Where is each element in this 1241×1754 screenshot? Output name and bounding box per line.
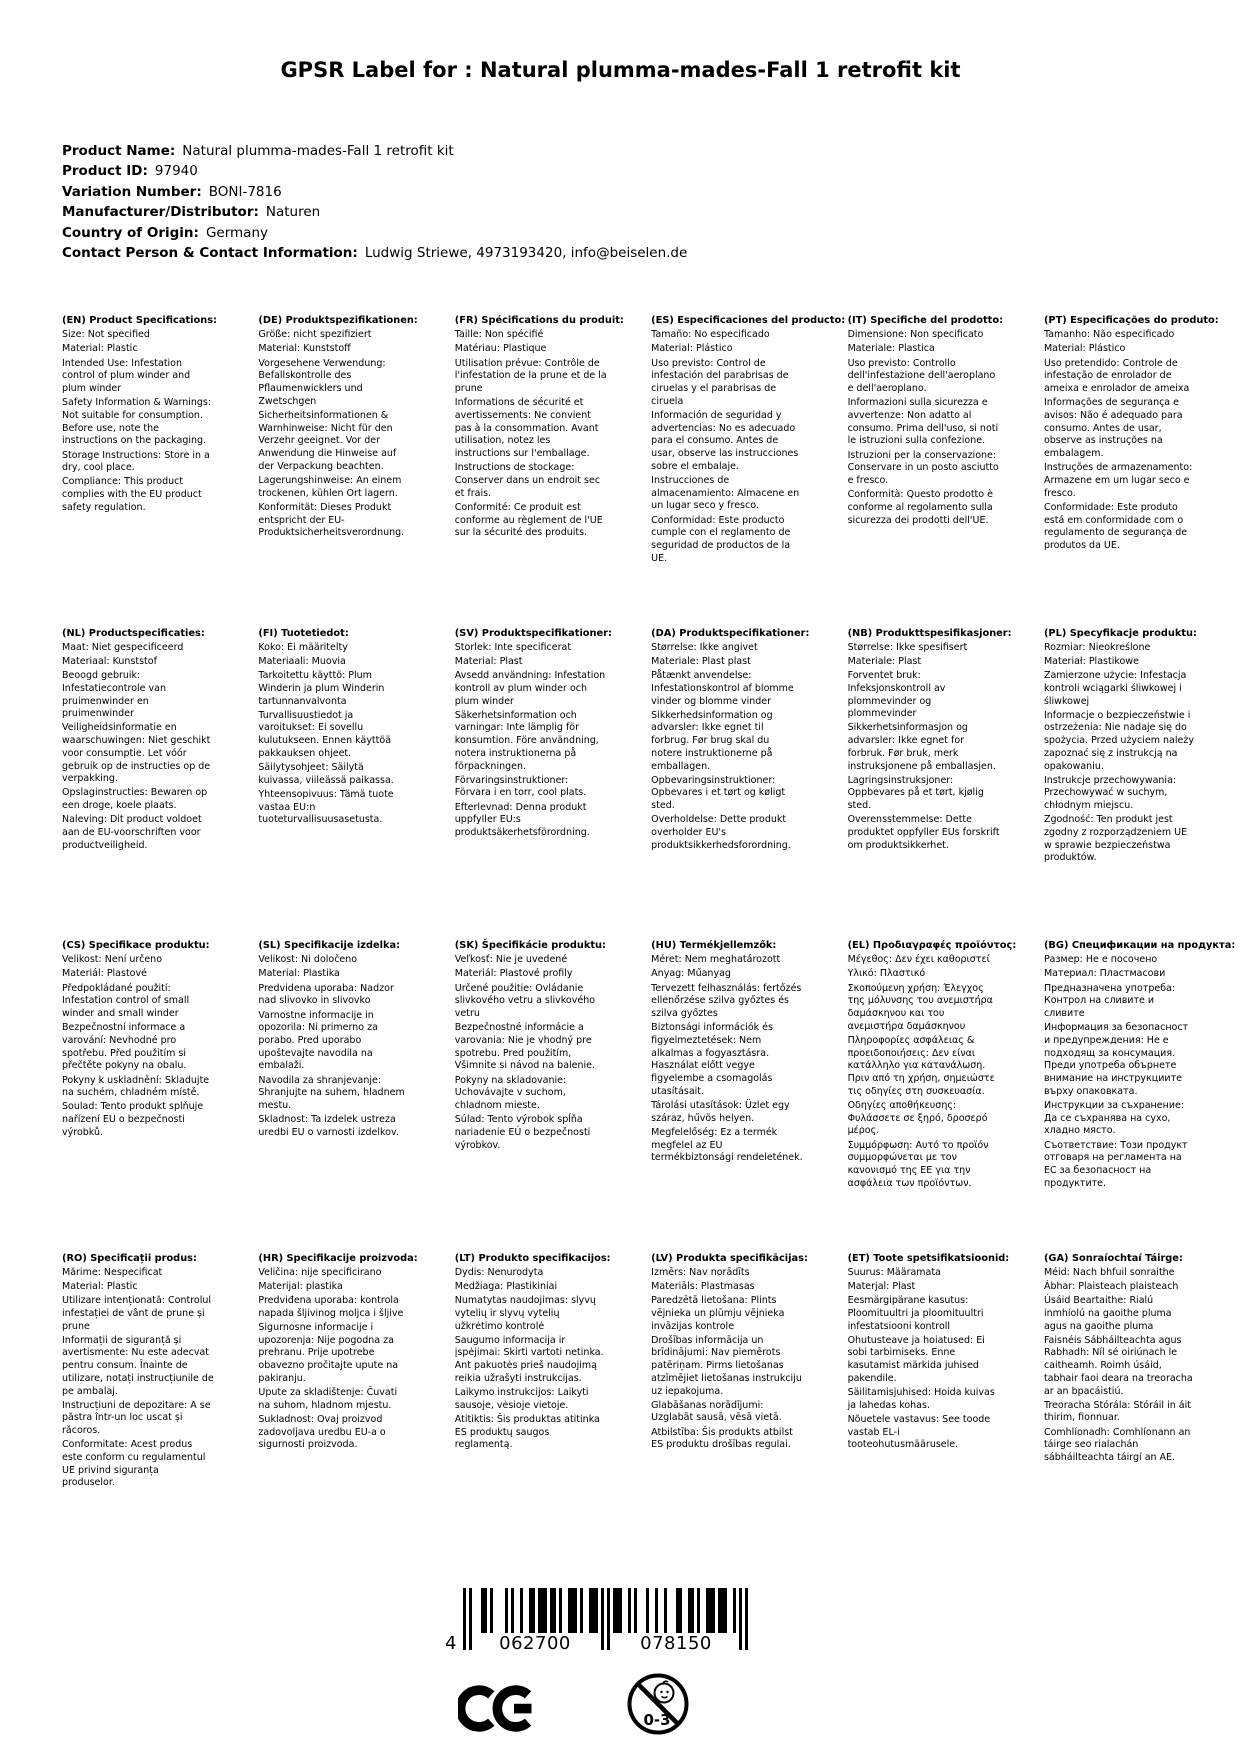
block-paragraph: Tamanho: Não especificado xyxy=(1043,329,1175,341)
block-paragraph: Størrelse: Ikke spesifisert xyxy=(847,641,968,653)
block-paragraph: Efterlevnad: Denna produkt uppfyller EU:s produktsäkerhetsförordning. xyxy=(454,801,590,839)
block-paragraph: Izmērs: Nav norādīts xyxy=(651,1266,750,1278)
block-paragraph: Størrelse: Ikke angivet xyxy=(651,641,758,653)
block-paragraph: Material: Plástico xyxy=(651,343,733,355)
block-paragraph: Material: Plastika xyxy=(258,968,340,980)
language-block-fi xyxy=(258,628,410,941)
block-heading: (CS) Specifikace produktu: xyxy=(62,940,210,951)
info-label: Product ID: xyxy=(62,163,148,180)
block-paragraph: Utilizare intenționată: Controlul infestației de vânt de prune și prune xyxy=(62,1295,212,1332)
language-block-el xyxy=(847,940,1017,1253)
block-paragraph: Pokyny k uskladnění: Skladujte na suchém, chladném místě. xyxy=(62,1074,210,1099)
block-heading: (ES) Especificaciones del producto: xyxy=(651,315,846,326)
block-paragraph: Matériau: Plastique xyxy=(454,343,547,355)
barcode-right-group: 078150 xyxy=(613,1633,739,1654)
block-paragraph: Предназначена употреба: Контрол на сливите и сливите xyxy=(1043,982,1176,1020)
block-paragraph: Uso previsto: Controllo dell'infestazione dell'aeroplano e dell'aeroplano. xyxy=(847,357,996,395)
block-paragraph: Instrucciones de almacenamiento: Almacene en un lugar seco y fresco. xyxy=(651,474,800,512)
language-block-cs xyxy=(62,940,214,1253)
block-paragraph: Materiale: Plast plast xyxy=(651,655,751,667)
info-row xyxy=(62,161,687,181)
language-blocks-grid xyxy=(62,315,1240,1565)
block-paragraph: Material: Kunststoff xyxy=(258,343,351,355)
block-paragraph: Overensstemmelse: Dette produktet oppfyller EUs forskrift om produktsikkerhet. xyxy=(847,814,1000,851)
block-heading: (LV) Produkta specifikācijas: xyxy=(651,1252,808,1264)
ean-barcode xyxy=(425,1588,755,1660)
block-paragraph: Lagerungshinweise: An einem trockenen, kühlen Ort lagern. xyxy=(258,474,402,499)
block-paragraph: Zgodność: Ten produkt jest zgodny z rozporządzeniem UE w sprawie bezpieczeństwa produktów. xyxy=(1043,814,1188,864)
block-paragraph: Faisnéis Sábháilteachta agus Rabhadh: Níl sé oiriúnach le caitheamh. Roimh úsáid, tabhair faoi deara na treoracha ar an bpacáistiú. xyxy=(1043,1334,1193,1397)
info-row xyxy=(62,141,687,161)
block-paragraph: Conformidad: Este producto cumple con el reglamento de seguridad de productos de la UE. xyxy=(651,514,791,564)
block-paragraph: Πληροφορίες ασφάλειας & προειδοποιήσεις: Δεν είναι κατάλληλο για κατανάλωση. Πριν από τη χρήση, σημειώστε τις οδηγίες στη συσκευασία. xyxy=(847,1034,995,1097)
block-paragraph: Materijal: plastika xyxy=(258,1280,343,1292)
block-paragraph: Skladnost: Ta izdelek ustreza uredbi EU o varnosti izdelkov. xyxy=(258,1114,399,1138)
block-paragraph: Dimensione: Non specificato xyxy=(847,329,984,341)
block-paragraph: Comhlíonadh: Comhlíonann an táirge seo rialachán sábháilteachta táirgí an AE. xyxy=(1043,1426,1191,1464)
block-paragraph: Navodila za shranjevanje: Shranjujte na suhem, hladnem mestu. xyxy=(258,1074,405,1111)
language-block-pl xyxy=(1044,628,1196,941)
block-paragraph: Turvallisuustiedot ja varoitukset: Ei sovellu kulutukseen. Ennen käyttöä pakkauksen ohjeet. xyxy=(258,709,392,759)
block-paragraph: Conformité: Ce produit est conforme au règlement de l'UE sur la sécurité des produits. xyxy=(454,501,603,539)
block-paragraph: Opslaginstructies: Bewaren op een droge, koele plaats. xyxy=(62,787,208,812)
barcode-left-group: 062700 xyxy=(472,1633,598,1654)
block-paragraph: Sukladnost: Ovaj proizvod zadovoljava uredbu EU-a o sigurnosti proizvoda. xyxy=(258,1413,386,1451)
language-block-lv xyxy=(651,1252,808,1566)
block-paragraph: Материал: Пластмасови xyxy=(1043,968,1166,980)
block-heading: (PL) Specyfikacje produktu: xyxy=(1043,627,1197,639)
info-label: Variation Number: xyxy=(62,183,202,200)
block-paragraph: Drošības informācija un brīdinājumi: Nav piemērots patēriņam. Pirms lietošanas atzīmējiet lietošanas instrukciju uz iepakojuma. xyxy=(651,1334,802,1397)
block-paragraph: Vorgesehene Verwendung: Befallskontrolle des Pflaumenwicklers und Zwetschgen xyxy=(258,357,386,407)
block-heading: (SV) Produktspecifikationer: xyxy=(454,627,612,639)
block-paragraph: Size: Not specified xyxy=(62,329,150,341)
language-block-es xyxy=(651,315,846,628)
block-paragraph: Safety Information & Warnings: Not suitable for consumption. Before use, note the instructions on the packaging. xyxy=(62,397,212,447)
block-paragraph: Veiligheidsinformatie en waarschuwingen: Niet geschikt voor consumptie. Let vóór gebruik op de instructies op de verpakking. xyxy=(62,722,211,785)
block-heading: (DE) Produktspezifikationen: xyxy=(258,315,418,326)
block-paragraph: Istruzioni per la conservazione: Conservare in un posto asciutto e fresco. xyxy=(847,449,999,486)
language-block-nb xyxy=(847,627,1012,941)
block-paragraph: Συμμόρφωση: Αυτό το προϊόν συμμορφώνεται με τον κανονισμό της ΕΕ για την ασφάλεια των προϊόντων. xyxy=(847,1139,989,1189)
block-heading: (DA) Produktspecifikationer: xyxy=(651,627,810,639)
block-paragraph: Laikymo instrukcijos: Laikyti sausoje, vėsioje vietoje. xyxy=(454,1387,589,1411)
block-paragraph: Glabāšanas norādījumi: Uzglabāt sausā, vēsā vietā. xyxy=(651,1399,782,1424)
block-paragraph: Paredzētā lietošana: Plints vējnieka un plūmju vējnieka invāzijas kontrole xyxy=(651,1295,785,1332)
block-paragraph: Velikost: Není určeno xyxy=(62,954,163,966)
block-paragraph: Utilisation prévue: Contrôle de l'infestation de la prune et de la prune xyxy=(454,357,607,395)
page-title: GPSR Label for : Natural plumma-mades-Fall 1 retrofit kit xyxy=(280,58,961,82)
block-heading: (LT) Produkto specifikacijos: xyxy=(454,1252,611,1264)
block-paragraph: Súlad: Tento výrobok spĺňa nariadenie EÚ o bezpečnosti výrobkov. xyxy=(454,1114,591,1151)
info-row xyxy=(62,243,687,263)
language-block-pt xyxy=(1043,315,1219,628)
block-paragraph: Nõuetele vastavus: See toode vastab EL-i tooteohutusmäärusele. xyxy=(847,1413,991,1451)
info-value: BONI-7816 xyxy=(208,183,282,200)
block-paragraph: Tervezett felhasználás: fertőzés ellenőrzése szilva győztes és szilva győztes xyxy=(651,982,802,1020)
block-heading: (HR) Specifikacije proizvoda: xyxy=(258,1252,418,1264)
block-paragraph: Atitiktis: Šis produktas atitinka ES produktų saugos reglamentą. xyxy=(454,1413,600,1451)
block-paragraph: Megfelelőség: Ez a termék megfelel az EU termékbiztonsági rendeletének. xyxy=(651,1126,803,1164)
block-paragraph: Säkerhetsinformation och varningar: Inte lämplig för konsumtion. Före användning, notera instruktionerna på förpackningen. xyxy=(454,709,599,772)
block-paragraph: Säilitamisjuhised: Hoida kuivas ja lahedas kohas. xyxy=(847,1387,995,1411)
block-heading: (EN) Product Specifications: xyxy=(62,315,217,326)
block-heading: (GA) Sonraíochtaí Táirge: xyxy=(1043,1252,1183,1264)
language-block-lt xyxy=(454,1252,611,1566)
block-paragraph: Material: Plastic xyxy=(62,1280,138,1292)
block-paragraph: Compliance: This product complies with the EU product safety regulation. xyxy=(62,476,202,513)
language-block-hu xyxy=(651,940,803,1253)
block-paragraph: Forventet bruk: Infeksjonskontroll av plommevinder og plommevinder xyxy=(847,670,946,720)
block-paragraph: Dydis: Nenurodyta xyxy=(454,1266,544,1278)
block-paragraph: Předpokládané použití: Infestation control of small winder and small winder xyxy=(62,982,190,1020)
info-row xyxy=(62,182,687,202)
block-paragraph: Sikkerhedsinformation og advarsler: Ikke egnet til forbrug. Før brug skal du notere instruktionerne på emballagen. xyxy=(651,709,773,772)
info-value: Ludwig Striewe, 4973193420, info@beiselen.de xyxy=(364,245,688,262)
block-paragraph: Predvidena uporaba: Nadzor nad slivovko in slivovko xyxy=(258,982,394,1007)
block-heading: (HU) Termékjellemzők: xyxy=(651,940,777,951)
block-paragraph: Úsáid Beartaithe: Rialú inmhíolú na gaoithe pluma agus na gaoithe pluma xyxy=(1043,1295,1172,1332)
block-heading: (PT) Especificações do produto: xyxy=(1043,315,1219,326)
block-paragraph: Biztonsági információk és figyelmeztetések: Nem alkalmas a fogyasztásra. Használat előtt vegye figyelembe a csomagolás utasításait. xyxy=(651,1022,773,1097)
block-paragraph: Съответствие: Този продукт отговаря на регламента на ЕС за безопасност на продуктите. xyxy=(1043,1139,1188,1189)
language-block-ro xyxy=(62,1253,214,1566)
block-paragraph: Materjal: Plast xyxy=(847,1280,916,1292)
block-paragraph: Medžiaga: Plastikiniai xyxy=(454,1280,558,1292)
block-paragraph: Tarkoitettu käyttö: Plum Winderin ja plum Winderin tartunnanvalvonta xyxy=(258,670,385,707)
block-paragraph: Materiaal: Kunststof xyxy=(62,655,157,667)
block-paragraph: Konformität: Dieses Produkt entspricht der EU-Produktsicherheitsverordnung. xyxy=(258,501,405,539)
block-paragraph: Größe: nicht spezifiziert xyxy=(258,329,372,341)
block-paragraph: Ohutusteave ja hoiatused: Ei sobi tarbimiseks. Enne kasutamist märkida juhised pakendile. xyxy=(847,1334,985,1384)
block-heading: (ET) Toote spetsifikatsioonid: xyxy=(847,1252,1010,1264)
block-paragraph: Anyag: Műanyag xyxy=(651,968,731,980)
block-paragraph: Numatytas naudojimas: slyvų vytelių ir slyvų vytelių užkrėtimo kontrolė xyxy=(454,1295,596,1332)
language-block-en xyxy=(62,315,217,628)
block-heading: (NL) Productspecificaties: xyxy=(62,627,205,639)
block-paragraph: Saugumo informacija ir įspėjimai: Skirti vartoti netinka. Ant pakuotės prieš naudojimą reikia užrašyti instrukcijas. xyxy=(454,1334,604,1384)
block-heading: (IT) Specifiche del prodotto: xyxy=(847,315,1003,326)
block-paragraph: Sicherheitsinformationen & Warnhinweise: Nicht für den Verzehr geeignet. Vor der Anwendung die Hinweise auf der Verpackung beachten. xyxy=(258,409,397,472)
block-paragraph: Material: Plástico xyxy=(1043,343,1126,355)
block-paragraph: Μέγεθος: Δεν έχει καθοριστεί xyxy=(847,954,990,966)
block-paragraph: Opbevaringsinstruktioner: Opbevares i et tørt og køligt sted. xyxy=(651,774,786,812)
block-paragraph: Sikkerhetsinformasjon og advarsler: Ikke egnet for forbruk. Før bruk, merk instruksjonene på emballasjen. xyxy=(847,722,996,772)
block-paragraph: Beoogd gebruik: Infestatiecontrole van pruimenwinder en pruimenwinder xyxy=(62,670,166,720)
block-paragraph: Ábhar: Plaisteach plaisteach xyxy=(1043,1280,1179,1292)
block-paragraph: Méid: Nach bhfuil sonraithe xyxy=(1043,1266,1175,1278)
language-block-hr xyxy=(258,1252,418,1566)
product-info xyxy=(62,141,687,263)
block-paragraph: Uso pretendido: Controle de infestação de enrolador de ameixa e enrolador de ameixa xyxy=(1043,357,1190,395)
baby-face-icon xyxy=(655,1684,674,1703)
block-paragraph: Instruções de armazenamento: Armazene em um lugar seco e fresco. xyxy=(1043,462,1193,499)
block-paragraph: Taille: Non spécifié xyxy=(454,329,544,341)
block-paragraph: Sigurnosne informacije i upozorenja: Nije pogodna za prehranu. Prije upotrebe obavezno pročitajte upute na pakiranju. xyxy=(258,1322,399,1384)
block-paragraph: Veličina: nije specificirano xyxy=(258,1266,382,1278)
info-value: Naturen xyxy=(265,204,321,221)
block-paragraph: Koko: Ei määritelty xyxy=(258,641,348,653)
block-paragraph: Materiale: Plastica xyxy=(847,343,935,355)
block-paragraph: Velikost: Ni določeno xyxy=(258,954,358,966)
language-block-bg xyxy=(1043,940,1236,1253)
block-heading: (FI) Tuotetiedot: xyxy=(258,627,349,639)
info-row xyxy=(62,202,687,222)
block-heading: (RO) Specificații produs: xyxy=(62,1252,197,1264)
block-paragraph: Υλικό: Πλαστικό xyxy=(847,968,926,980)
language-block-sv xyxy=(454,627,612,941)
block-paragraph: Material: Plastic xyxy=(62,343,138,355)
block-paragraph: Naleving: Dit product voldoet aan de EU-voorschriften voor productveiligheid. xyxy=(62,814,202,851)
block-paragraph: Информация за безопасност и предупреждения: Не е подходящ за консумация. Преди употреба обърнете внимание на инструкциите върху опаковката. xyxy=(1043,1022,1189,1097)
block-paragraph: Conformidade: Este produto está em conformidade com o regulamento de segurança de produtos da UE. xyxy=(1043,501,1188,551)
language-block-da xyxy=(651,627,810,941)
block-paragraph: Tamaño: No especificado xyxy=(651,329,770,341)
block-paragraph: Mărime: Nespecificat xyxy=(62,1266,163,1278)
block-paragraph: Tárolási utasítások: Üzlet egy száraz, hűvös helyen. xyxy=(651,1099,790,1124)
language-block-et xyxy=(847,1252,1010,1566)
ce-mark-icon xyxy=(458,1682,542,1735)
block-paragraph: Atbilstība: Šis produkts atbilst ES produktu drošības regulai. xyxy=(651,1426,793,1451)
block-paragraph: Instrucțiuni de depozitare: A se păstra într-un loc uscat și răcoros. xyxy=(62,1399,211,1437)
block-paragraph: Overholdelse: Dette produkt overholder EU's produktsikkerhedsforordning. xyxy=(651,814,791,851)
block-paragraph: Storage Instructions: Store in a dry, cool place. xyxy=(62,449,210,474)
block-paragraph: Určené použitie: Ovládanie slivkového vetru a slivkového vetru xyxy=(454,982,596,1020)
block-paragraph: Uso previsto: Control de infestación del parabrisas de ciruelas y el parabrisas de ciruela xyxy=(651,357,789,407)
block-paragraph: Lagringsinstruksjoner: Oppbevares på et tørt, kjølig sted. xyxy=(847,774,984,812)
block-paragraph: Informații de siguranță și avertismente: Nu este adecvat pentru consum. Înainte de utilizare, notați instrucțiunile de pe ambalaj. xyxy=(62,1334,214,1397)
block-paragraph: Suurus: Määramata xyxy=(847,1266,941,1278)
block-paragraph: Predviđena uporaba: kontrola napada šljivinog moljca i šljive xyxy=(258,1295,404,1319)
info-value: Natural plumma-mades-Fall 1 retrofit kit xyxy=(182,143,454,159)
info-value: 97940 xyxy=(154,163,198,180)
block-paragraph: Eesmärgipärane kasutus: Ploomituultri ja ploomituultri infestatsiooni kontroll xyxy=(847,1295,984,1332)
block-heading: (SL) Specifikacije izdelka: xyxy=(258,940,401,951)
info-row xyxy=(62,223,687,243)
language-block-fr xyxy=(454,315,624,628)
age-warning-text: 0-3 xyxy=(643,1711,671,1729)
block-heading: (BG) Спецификации на продукта: xyxy=(1043,940,1236,951)
language-block-sk xyxy=(455,940,607,1253)
block-paragraph: Materiál: Plastové xyxy=(62,968,147,980)
block-paragraph: Upute za skladištenje: Čuvati na suhom, hladnom mjestu. xyxy=(258,1387,398,1411)
block-paragraph: Storlek: Inte specificerat xyxy=(454,641,572,653)
block-paragraph: Treoracha Stórála: Stóráil in áit thirim, fionnuar. xyxy=(1043,1399,1191,1424)
block-paragraph: Σκοπούμενη χρήση: Έλεγχος της μόλυνσης του ανεμιστήρα δαμάσκηνου και του ανεμιστήρα δαμάσκηνου xyxy=(847,982,993,1032)
block-paragraph: Intended Use: Infestation control of plum winder and plum winder xyxy=(62,357,191,395)
language-block-sl xyxy=(258,940,410,1253)
block-paragraph: Material: Plast xyxy=(454,655,523,667)
block-paragraph: Veľkosť: Nie je uvedené xyxy=(454,954,568,966)
language-block-de xyxy=(258,315,418,628)
language-block-it xyxy=(847,315,1003,628)
block-paragraph: Materiaali: Muovia xyxy=(258,655,346,667)
info-label: Contact Person & Contact Information: xyxy=(62,245,358,262)
block-paragraph: Påtænkt anvendelse: Infestationskontrol af blomme vinder og blomme vinder xyxy=(651,670,794,707)
info-label: Manufacturer/Distributor: xyxy=(62,204,259,221)
block-paragraph: Pokyny na skladovanie: Uchovávajte v suchom, chladnom mieste. xyxy=(454,1074,567,1111)
block-paragraph: Informações de segurança e avisos: Não é adequado para consumo. Antes de usar, observe as instruções na embalagem. xyxy=(1043,397,1183,460)
block-paragraph: Säilytysohjeet: Säilytä kuivassa, viileässä paikassa. xyxy=(258,762,394,786)
block-paragraph: Instrukcje przechowywania: Przechowywać w suchym, chłodnym miejscu. xyxy=(1043,774,1177,812)
block-paragraph: Οδηγίες αποθήκευσης: Φυλάσσετε σε ξηρό, δροσερό μέρος. xyxy=(847,1099,988,1137)
block-paragraph: Información de seguridad y advertencias: No es adecuado para el consumo. Antes de usar, observe las instrucciones sobre el embalaje. xyxy=(651,409,799,472)
block-paragraph: Bezpečnostné informácie a varovania: Nie je vhodný pre spotrebu. Pred použitím, Všimnite si návod na balenie. xyxy=(454,1022,596,1072)
language-block-ga xyxy=(1044,1253,1196,1566)
block-paragraph: Yhteensopivuus: Tämä tuote vastaa EU:n tuoteturvallisuusasetusta. xyxy=(258,788,394,826)
block-paragraph: Размер: Не е посочено xyxy=(1043,954,1158,966)
block-heading: (SK) Špecifikácie produktu: xyxy=(454,940,606,951)
block-paragraph: Materiale: Plast xyxy=(847,655,922,667)
block-paragraph: Förvaringsinstruktioner: Förvara i en torr, cool plats. xyxy=(454,774,587,799)
block-paragraph: Méret: Nem meghatározott xyxy=(651,954,781,966)
block-heading: (FR) Spécifications du produit: xyxy=(454,315,624,326)
info-value: Germany xyxy=(205,224,268,241)
block-paragraph: Инструкции за съхранение: Да се съхранява на сухо, хладно място. xyxy=(1043,1099,1185,1137)
language-block-nl xyxy=(62,628,214,941)
block-paragraph: Conformitate: Acest produs este conform cu regulamentul UE privind siguranța produselor. xyxy=(62,1439,206,1489)
info-label: Country of Origin: xyxy=(62,224,199,241)
block-paragraph: Avsedd användning: Infestation kontroll av plum winder och plum winder xyxy=(454,670,606,707)
info-label: Product Name: xyxy=(62,143,176,159)
block-paragraph: Zamierzone użycie: Infestacja kontroli wciągarki śliwkowej i śliwkowej xyxy=(1043,670,1187,707)
block-paragraph: Varnostne informacije in opozorila: Ni primerno za porabo. Pred uporabo upoštevajte navodila na embalaži. xyxy=(258,1009,378,1072)
block-paragraph: Conformità: Questo prodotto è conforme al regolamento sulla sicurezza dei prodotti dell'UE. xyxy=(847,489,993,526)
block-heading: (EL) Προδιαγραφές προϊόντος: xyxy=(847,940,1017,951)
barcode-first-digit: 4 xyxy=(445,1633,457,1654)
block-paragraph: Informations de sécurité et avertissements: Ne convient pas à la consommation. Avant utilisation, notez les instructions sur l'emballage. xyxy=(454,397,599,460)
block-paragraph: Rozmiar: Nieokreślone xyxy=(1043,641,1151,653)
block-paragraph: Informazioni sulla sicurezza e avvertenze: Non adatto al consumo. Prima dell'uso, si noti le istruzioni sulla confezione. xyxy=(847,397,999,447)
block-paragraph: Soulad: Tento produkt splňuje nařízení EU o bezpečnosti výrobků. xyxy=(62,1101,204,1138)
block-paragraph: Informacje o bezpieczeństwie i ostrzeżenia: Nie nadaje się do spożycia. Przed użyciem należy zapoznać się z instrukcją na opakowaniu. xyxy=(1043,709,1194,772)
age-warning-0-3-icon xyxy=(626,1672,690,1736)
block-paragraph: Bezpečnostní informace a varování: Nevhodné pro spotřebu. Před použitím si přečtěte pokyny na obalu. xyxy=(62,1022,187,1072)
block-paragraph: Materiał: Plastikowe xyxy=(1043,655,1139,667)
block-paragraph: Materiál: Plastové profily xyxy=(454,968,573,980)
block-paragraph: Materiāls: Plastmasas xyxy=(651,1280,755,1292)
block-heading: (NB) Produkttspesifikasjoner: xyxy=(847,627,1012,639)
block-paragraph: Maat: Niet gespecificeerd xyxy=(62,641,184,653)
block-paragraph: Instructions de stockage: Conserver dans un endroit sec et frais. xyxy=(454,462,601,499)
